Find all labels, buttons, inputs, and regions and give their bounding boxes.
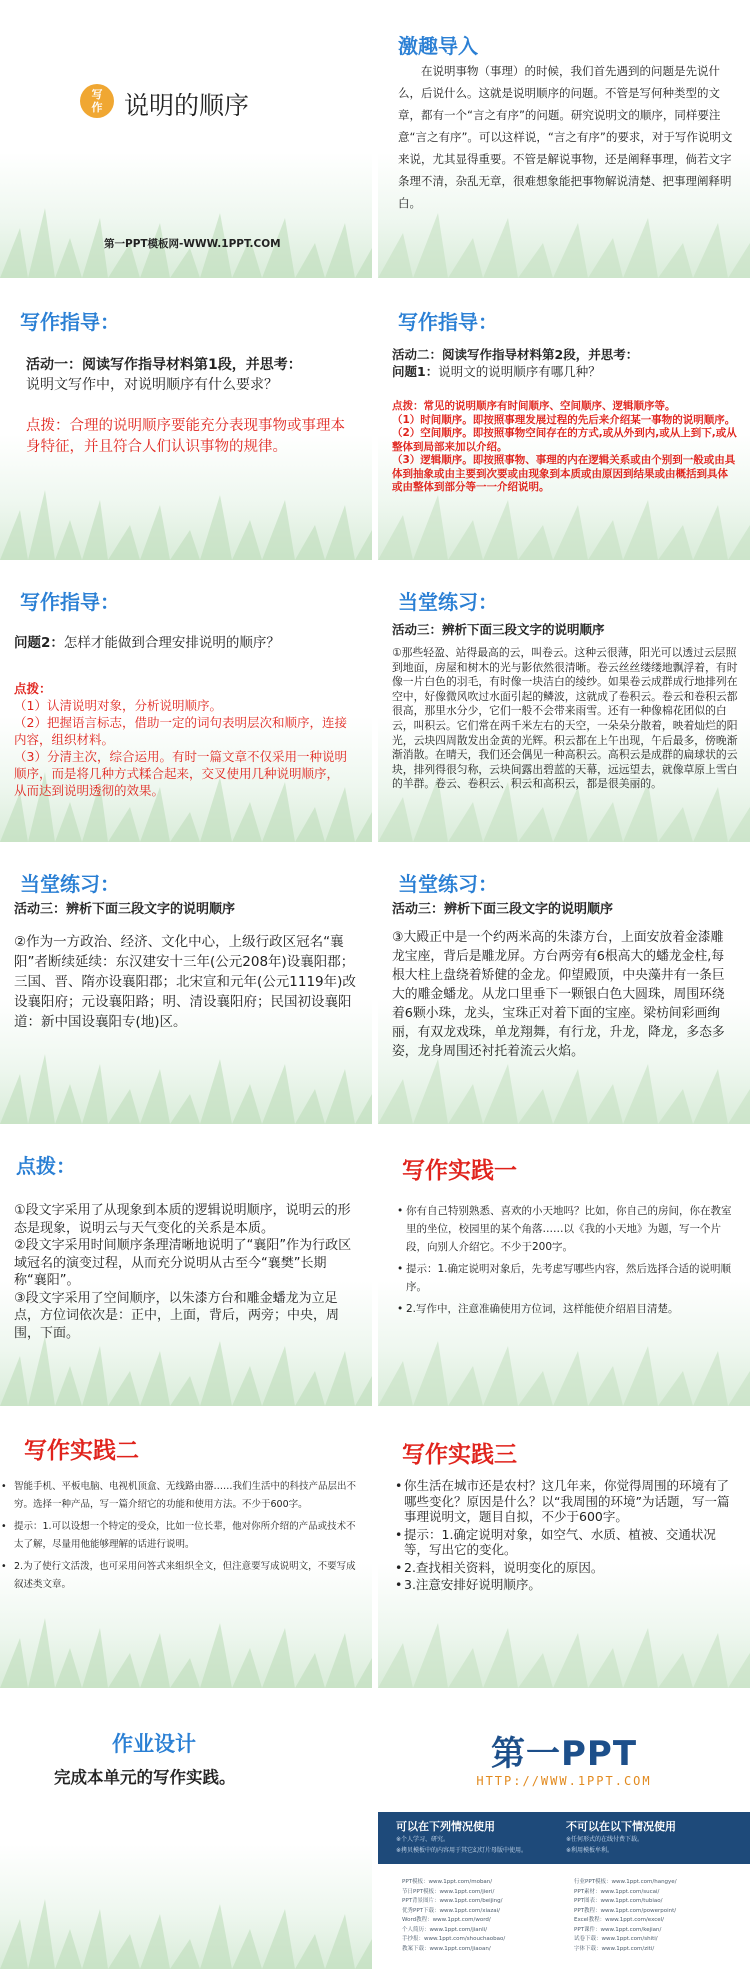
activity-title: 活动二：阅读写作指导材料第2段，并思考：	[392, 347, 639, 362]
allowed-list: ※个人学习、研究。 ※拷贝模板中的内容用于其它幻灯片母版中使用。	[396, 1836, 528, 1854]
practice-paragraph: ②作为一方政治、经济、文化中心，上级行政区冠名“襄阳”者断续延续：东汉建安十三年(公元208年)设襄阳郡；三国、晋、隋亦设襄阳郡；北宋宣和元年(公元1119年)改设襄阳府；元设襄阳路；明、清设襄阳府；民国初设襄阳道：新中国设襄阳专(地)区。	[14, 934, 356, 1030]
tip-block	[14, 680, 350, 799]
resource-link[interactable]: PPT模板：www.1ppt.com/moban/	[402, 1879, 493, 1885]
resource-link[interactable]: PPT教程：www.1ppt.com/powerpoint/	[574, 1907, 677, 1914]
slide-heading: 作业设计	[112, 1732, 196, 1756]
slide-practice-writing-1[interactable]	[378, 1128, 750, 1406]
resource-link[interactable]: 试卷下载：www.1ppt.com/shiti/	[574, 1936, 658, 1942]
tip-line: （2）把握语言标志，借助一定的词句表明层次和顺序，连接内容，组织材料。	[14, 715, 347, 747]
answer-block	[14, 1202, 356, 1342]
slide-practice-1[interactable]	[378, 564, 750, 842]
links-right	[574, 1878, 677, 1954]
practice-item: • 你生活在城市还是农村？这几年来，你觉得周围的环境有了哪些变化？原因是什么？以“我周围的环境”为话题，写一篇事理说明文，题目自拟，不少于600字。	[404, 1478, 732, 1525]
tip-line: （1）认清说明对象，分析说明顺序。	[14, 698, 222, 713]
slide-heading: 激趣导入	[398, 34, 478, 58]
slide-practice-3[interactable]	[378, 846, 750, 1124]
practice-item: • 提示：1.确定说明对象后，先考虑写哪些内容，然后选择合适的说明顺序。	[406, 1260, 732, 1296]
resource-link[interactable]: PPT课件：www.1ppt.com/kejian/	[574, 1926, 662, 1933]
resource-link[interactable]: 优秀PPT下载：www.1ppt.com/xiazai/	[402, 1907, 501, 1914]
homework-text: 完成本单元的写作实践。	[54, 1768, 236, 1787]
tip-line: （1）时间顺序。即按照事理发展过程的先后来介绍某一事物的说明顺序。	[392, 413, 736, 426]
slide-ending[interactable]	[378, 1692, 750, 1969]
practice-item: • 提示：1.确定说明对象，如空气、水质、植被、交通状况等，写出它的变化。	[404, 1527, 732, 1558]
tip-line: 点拨：常见的说明顺序有时间顺序、空间顺序、逻辑顺序等。	[392, 400, 676, 412]
tip-text: 点拨：合理的说明顺序要能充分表现事物或事理本身特征，并且符合人们认识事物的规律。	[26, 418, 345, 455]
slide-practice-writing-2[interactable]	[0, 1410, 372, 1688]
practice-item: • 2.为了使行文活泼，也可采用问答式来组织全文，但注意要写成说明文，不要写成叙述类文章。	[10, 1558, 360, 1594]
activity-title: 活动一：阅读写作指导材料第1段，并思考：	[26, 357, 302, 373]
activity-question: 说明文写作中，对说明顺序有什么要求？	[26, 377, 278, 393]
answer-line: ③段文字采用了空间顺序，以朱漆方台和雕金蟠龙为立足点，方位词依次是：正中，上面，背后，两旁；中央，周围，下面。	[14, 1290, 340, 1341]
resource-link[interactable]: Word教程：www.1ppt.com/word/	[402, 1917, 491, 1923]
activity-question	[14, 634, 360, 653]
resource-link[interactable]: 个人简历：www.1ppt.com/jianli/	[402, 1926, 488, 1933]
activity-title: 活动三：辨析下面三段文字的说明顺序	[392, 902, 614, 917]
practice-paragraph: ①那些轻盈、站得最高的云，叫卷云。这种云很薄，阳光可以透过云层照到地面，房屋和树木的光与影依然很清晰。卷云丝丝缕缕地飘浮着，有时像一片白色的羽毛，有时像一块洁白的绫纱。如果卷云成群成行地排列在空中，好像微风吹过水面引起的鳞波，这就成了卷积云。卷云和卷积云都很高，那里水分少，它们一般不会带来雨雪。还有一种像棉花团似的白云，叫积云。它们常在两千米左右的天空，一朵朵分散着，映着灿烂的阳光，云块四周散发出金黄的光辉。积云都在上午出现，午后最多，傍晚渐渐消散。在晴天，我们还会偶见一种高积云。高积云是成群的扁球状的云块，排列得很匀称，云块间露出碧蓝的天幕，远远望去，就像草原上雪白的羊群。卷云、卷积云、积云和高积云，都是很美丽的。	[392, 646, 738, 791]
slide-heading: 当堂练习：	[398, 590, 498, 614]
slide-heading: 写作实践一	[402, 1158, 517, 1184]
practice-items	[404, 1478, 732, 1593]
slide-homework[interactable]	[0, 1692, 372, 1969]
practice-item: • 2.查找相关资料，说明变化的原因。	[404, 1560, 732, 1576]
tip-line: （3）分清主次，综合运用。有时一篇文章不仅采用一种说明顺序，而是将几种方式糅合起来，交叉使用几种说明顺序，从而达到说明透彻的效果。	[14, 749, 347, 798]
question-label: 问题1：	[392, 364, 439, 379]
resource-link[interactable]: PPT背景图片：www.1ppt.com/beijing/	[402, 1898, 503, 1904]
resource-link[interactable]: Excel教程：www.1ppt.com/excel/	[574, 1917, 665, 1923]
resource-link[interactable]: PPT图表：www.1ppt.com/tubiao/	[574, 1898, 663, 1904]
activity-question	[392, 363, 738, 380]
allowed-title: 可以在下列情况使用	[396, 1820, 495, 1833]
resource-link[interactable]: 教案下载：www.1ppt.com/jiaoan/	[402, 1945, 491, 1952]
practice-items	[406, 1202, 732, 1318]
activity-title: 活动三：辨析下面三段文字的说明顺序	[392, 622, 605, 637]
slide-writing-guide-1[interactable]	[0, 282, 372, 560]
template-credit: 第一PPT模板网-WWW.1PPT.COM	[104, 238, 281, 250]
resource-link[interactable]: 节日PPT模板：www.1ppt.com/jieri/	[402, 1888, 495, 1895]
practice-item: • 智能手机、平板电脑、电视机顶盒、无线路由器……我们生活中的科技产品层出不穷。选择一种产品，写一篇介绍它的功能和使用方法。不少于600字。	[10, 1478, 360, 1514]
slide-heading: 写作实践二	[24, 1438, 139, 1464]
answer-line: ①段文字采用了从现象到本质的逻辑说明顺序，说明云的形态是现象，说明云与天气变化的关系是本质。	[14, 1203, 351, 1236]
slide-intro[interactable]	[378, 0, 750, 278]
slide-practice-writing-3[interactable]	[378, 1410, 750, 1688]
practice-item: • 2.写作中，注意准确使用方位词，这样能使介绍眉目清楚。	[406, 1300, 732, 1318]
brand-url[interactable]: HTTP://WWW.1PPT.COM	[476, 1774, 652, 1788]
tip-line: （2）空间顺序。即按照事物空间存在的方式,或从外到内,或从上到下,或从整体到局部来加以介绍。	[392, 427, 737, 453]
practice-paragraph: ③大殿正中是一个约两米高的朱漆方台，上面安放着金漆雕龙宝座，背后是雕龙屏。方台两旁有6根高大的蟠龙金柱,每根大柱上盘绕着矫健的金龙。仰望殿顶，中央藻井有一条巨大的雕金蟠龙。从龙口里垂下一颗银白色大圆珠，周围环绕着6颗小珠，龙头，宝珠正对着下面的宝座。梁枋间彩画绚丽，有双龙戏珠，单龙翔舞，有行龙，升龙，降龙，多态多姿，龙身周围还衬托着流云火焰。	[392, 930, 725, 1059]
slide-title[interactable]	[0, 0, 372, 278]
practice-items	[10, 1478, 360, 1594]
forbidden-title: 不可以在以下情况使用	[566, 1820, 676, 1833]
links-left	[402, 1878, 505, 1954]
resource-link[interactable]: 手抄报：www.1ppt.com/shouchaobao/	[402, 1936, 506, 1942]
answer-line: ②段文字采用时间顺序条理清晰地说明了“襄阳”作为行政区域冠名的演变过程，从而充分说明从古至今“襄樊”长期称“襄阳”。	[14, 1238, 352, 1288]
slide-writing-guide-2[interactable]	[378, 282, 750, 560]
slide-heading: 写作实践三	[402, 1442, 517, 1468]
slide-heading: 写作指导：	[398, 310, 498, 334]
slide-main-title: 说明的顺序	[124, 91, 250, 120]
writing-badge-icon: 写 作	[80, 84, 114, 118]
forbidden-list: ※任何形式的在线付费下载。 ※利用模板牟利。	[566, 1836, 644, 1854]
resource-link[interactable]: PPT素材：www.1ppt.com/sucai/	[574, 1888, 660, 1895]
slide-practice-2[interactable]	[0, 846, 372, 1124]
practice-item: • 你有自己特别熟悉、喜欢的小天地吗？比如，你自己的房间，你在教室里的坐位，校园里的某个角落……以《我的小天地》为题，写一个片段，向别人介绍它。不少于200字。	[406, 1202, 732, 1256]
slide-heading: 点拨：	[16, 1154, 76, 1178]
slide-heading: 写作指导：	[20, 590, 120, 614]
brand-logo: 第一PPT	[490, 1734, 638, 1774]
slide-heading: 当堂练习：	[398, 872, 498, 896]
resource-link[interactable]: 行业PPT模板：www.1ppt.com/hangye/	[574, 1879, 677, 1885]
activity-title: 活动三：辨析下面三段文字的说明顺序	[14, 902, 236, 917]
intro-paragraph: 在说明事物（事理）的时候，我们首先遇到的问题是先说什么，后说什么。这就是说明顺序的问题。不管是写何种类型的文章，都有一个“言之有序”的问题。研究说明文的顺序，同样要注意“言之有序”。可以这样说，“言之有序”的要求，对于写作说明文来说，尤其显得重要。不管是解说事物，还是阐释事理，倘若文字条理不清，杂乱无章，很难想象能把事物解说清楚、把事理阐释明白。	[398, 64, 733, 210]
resource-link[interactable]: 字体下载：www.1ppt.com/ziti/	[574, 1945, 655, 1952]
slide-answer-tips[interactable]	[0, 1128, 372, 1406]
tip-title: 点拨：	[14, 681, 52, 696]
question-text: 怎样才能做到合理安排说明的顺序？	[63, 635, 280, 651]
question-label: 问题2：	[14, 635, 64, 651]
question-text: 说明文的说明顺序有哪几种？	[438, 364, 601, 379]
slide-writing-guide-3[interactable]	[0, 564, 372, 842]
tip-line: （3）逻辑顺序。即按照事物、事理的内在逻辑关系或由个别到一般或由具体到抽象或由主要到次要或由现象到本质或由原因到结果或由概括到具体或由整体到部分等一一介绍说明。	[392, 454, 736, 493]
slide-heading: 当堂练习：	[20, 872, 120, 896]
practice-item: • 3.注意安排好说明顺序。	[404, 1577, 732, 1593]
usage-band	[378, 1812, 750, 1864]
practice-item: • 提示：1.可以设想一个特定的受众，比如一位长辈，他对你所介绍的产品或技术不太了解，尽量用他能够理解的话进行说明。	[10, 1518, 360, 1554]
tip-block	[392, 400, 738, 495]
slide-heading: 写作指导：	[20, 310, 120, 334]
